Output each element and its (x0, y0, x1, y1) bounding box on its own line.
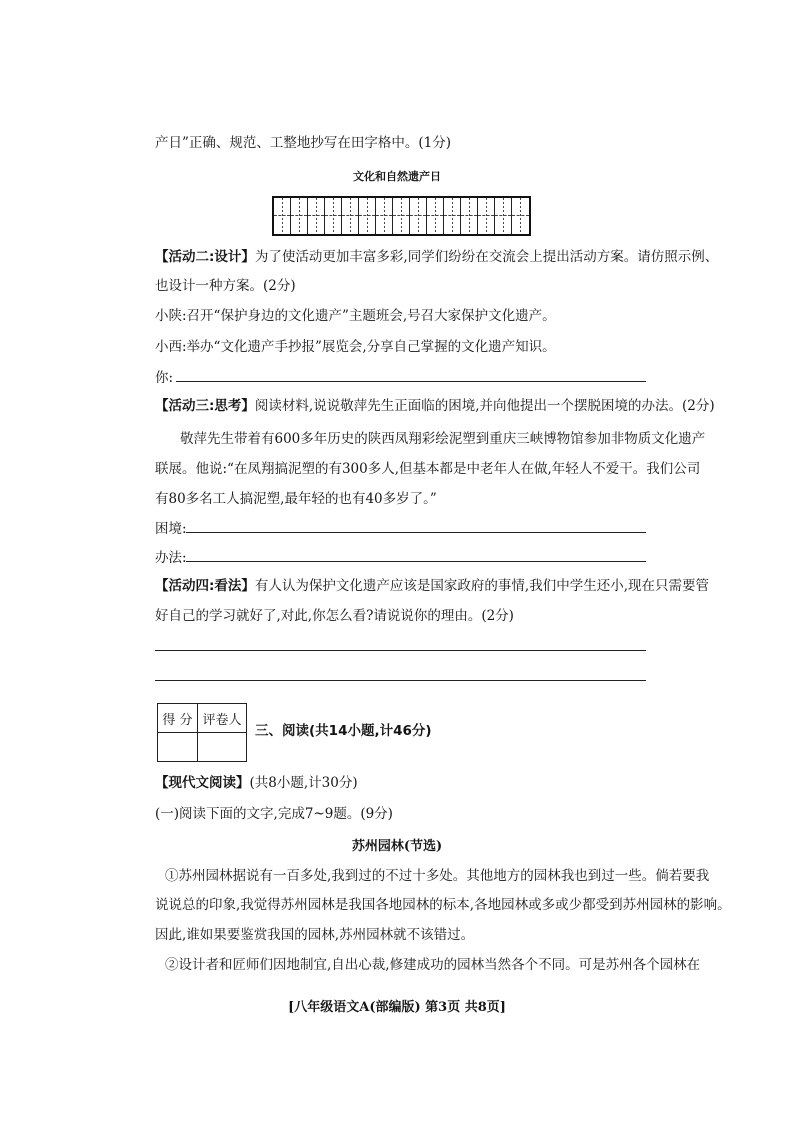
modern-reading-label: 【现代文阅读】 (155, 775, 250, 791)
grid-cell[interactable] (342, 198, 359, 234)
activity-2-label: 【活动二:设计】 (155, 249, 255, 265)
method-label: 办法: (155, 550, 187, 566)
question-tail: 产日”正确、规范、工整地抄写在田字格中。(1分) (155, 135, 452, 151)
grid-cell[interactable] (291, 198, 308, 234)
activity-4-answer-line[interactable] (155, 680, 646, 681)
grid-cell[interactable] (359, 198, 376, 234)
score-cell[interactable] (158, 733, 198, 762)
essay-p1-line2: 说说总的印象,我觉得苏州园林是我国各地园林的标本,各地园林或多或少都受到苏州园林的影响。 (155, 897, 731, 913)
grid-cell[interactable] (325, 198, 342, 234)
material-line2: 联展。他说:“在凤翔搞泥塑的有300多人,但基本都是中老年人在做,年轻人不爱干。我们公司 (155, 461, 701, 477)
grid-cell[interactable] (410, 198, 427, 234)
answer-you-line[interactable] (176, 381, 646, 382)
essay-p1-line3: 因此,谁如果要鉴赏我国的园林,苏州园林就不该错过。 (155, 927, 475, 943)
activity-4-label: 【活动四:看法】 (155, 578, 255, 594)
grid-cell[interactable] (427, 198, 444, 234)
modern-reading-line (155, 774, 358, 792)
modern-reading-text: (共8小题,计30分) (249, 775, 358, 791)
material-line1: 敬萍先生带着有600多年历史的陕西凤翔彩绘泥塑到重庆三峡博物馆参加非物质文化遗产 (180, 431, 706, 447)
score-box (157, 703, 247, 762)
essay-p2-line1: ②设计者和匠师们因地制宜,自出心裁,修建成功的园林当然各个不同。可是苏州各个园林在 (165, 957, 701, 973)
activity-2-line1 (155, 248, 718, 266)
answer-you-label: 你: (155, 370, 174, 386)
grid-cell[interactable] (512, 198, 529, 234)
grid-cell[interactable] (274, 198, 291, 234)
material-line3: 有80多名工人搞泥塑,最年轻的也有40多岁了。” (155, 491, 437, 507)
example-xi: 小西:举办“文化遗产手抄报”展览会,分享自己掌握的文化遗产知识。 (155, 339, 556, 355)
dilemma-label: 困境: (155, 521, 187, 537)
activity-2-line2: 也设计一种方案。(2分) (155, 278, 296, 294)
activity-4-line1 (155, 577, 709, 595)
grid-title: 文化和自然遗产日 (353, 170, 441, 183)
grader-header: 评卷人 (198, 704, 247, 733)
activity-4-answer-line[interactable] (155, 650, 646, 651)
grid-cell[interactable] (478, 198, 495, 234)
grid-cell[interactable] (308, 198, 325, 234)
activity-3-label: 【活动三:思考】 (155, 398, 255, 414)
essay-title: 苏州园林(节选) (351, 839, 443, 854)
grid-cell[interactable] (393, 198, 410, 234)
example-shaanxi: 小陕:召开“保护身边的文化遗产”主题班会,号召大家保护文化遗产。 (155, 308, 556, 324)
part-1-instruction: (一)阅读下面的文字,完成7~9题。(9分) (155, 806, 393, 822)
method-answer-line[interactable] (186, 561, 646, 562)
page-footer: [八年级语文A(部编版) 第3页 共8页] (288, 1000, 506, 1015)
activity-3-text: 阅读材料,说说敬萍先生正面临的困境,并向他提出一个摆脱困境的办法。(2分) (254, 398, 715, 414)
activity-4-text: 有人认为保护文化遗产应该是国家政府的事情,我们中学生还小,现在只需要管 (254, 578, 709, 594)
activity-3-line (155, 397, 715, 415)
dilemma-answer-line[interactable] (186, 532, 646, 533)
grid-cell[interactable] (376, 198, 393, 234)
grid-cell[interactable] (495, 198, 512, 234)
grid-cell[interactable] (461, 198, 478, 234)
tianzige-grid[interactable] (272, 196, 531, 236)
essay-p1-line1: ①苏州园林据说有一百多处,我到过的不过十多处。其他地方的园林我也到过一些。倘若要我 (165, 868, 710, 884)
grid-cell[interactable] (444, 198, 461, 234)
activity-4-line2: 好自己的学习就好了,对此,你怎么看?请说说你的理由。(2分) (155, 608, 514, 624)
activity-2-text: 为了使活动更加丰富多彩,同学们纷纷在交流会上提出活动方案。请仿照示例、 (254, 249, 719, 265)
section-3-heading: 三、阅读(共14小题,计46分) (255, 723, 432, 739)
grader-cell[interactable] (198, 733, 247, 762)
score-header: 得 分 (158, 704, 198, 733)
